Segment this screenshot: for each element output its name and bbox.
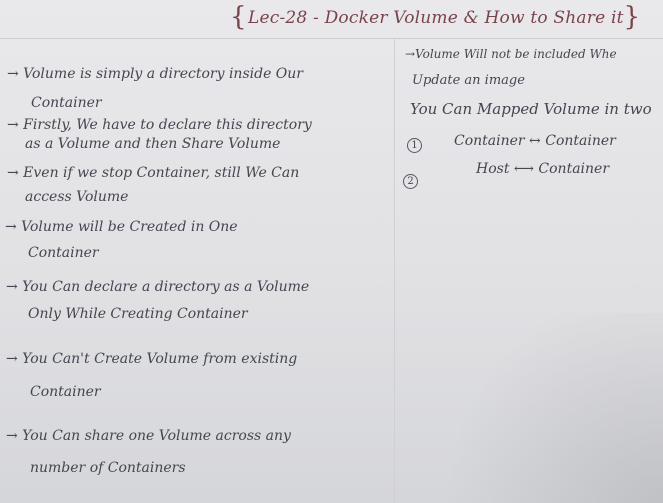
- mapping-item-1-number: 1: [407, 138, 422, 153]
- mapping-item-1-text: Container ↔ Container: [454, 133, 616, 149]
- note-6-line-1: → You Can't Create Volume from existing: [6, 351, 298, 367]
- note-1-line-2: Container: [31, 95, 102, 111]
- right-note-line-2: Update an image: [412, 73, 525, 88]
- note-3-line-1: → Even if we stop Container, still We Can: [7, 165, 300, 181]
- note-7-line-2: number of Containers: [30, 460, 186, 476]
- left-brace-icon: {: [230, 2, 247, 32]
- note-4-line-2: Container: [28, 245, 99, 261]
- note-2-line-1: → Firstly, We have to declare this directory: [7, 117, 312, 133]
- note-5-line-1: → You Can declare a directory as a Volume: [6, 279, 310, 295]
- note-7-line-1: → You Can share one Volume across any: [6, 428, 291, 444]
- right-note-line-1: →Volume Will not be included Whe: [405, 47, 617, 61]
- note-1-line-1: → Volume is simply a directory inside Our: [7, 66, 303, 82]
- right-note-line-3: You Can Mapped Volume in two: [410, 100, 652, 118]
- note-3-line-2: access Volume: [25, 189, 129, 205]
- lecture-title: Lec-28 - Docker Volume & How to Share it: [248, 8, 624, 28]
- right-brace-icon: }: [623, 2, 640, 32]
- note-6-line-2: Container: [30, 384, 101, 400]
- top-divider: [0, 38, 663, 39]
- lecture-title-frame: [230, 2, 640, 32]
- mapping-item-2-index: [403, 172, 418, 189]
- note-2-line-2: as a Volume and then Share Volume: [25, 136, 281, 152]
- note-5-line-2: Only While Creating Container: [28, 306, 248, 322]
- mapping-item-2-text: Host ⟷ Container: [476, 161, 610, 177]
- note-4-line-1: → Volume will be Created in One: [5, 219, 238, 235]
- lighting-shadow: [413, 313, 663, 503]
- mapping-item-1-index: [407, 136, 422, 153]
- mapping-item-2-number: 2: [403, 174, 418, 189]
- column-divider: [394, 38, 395, 503]
